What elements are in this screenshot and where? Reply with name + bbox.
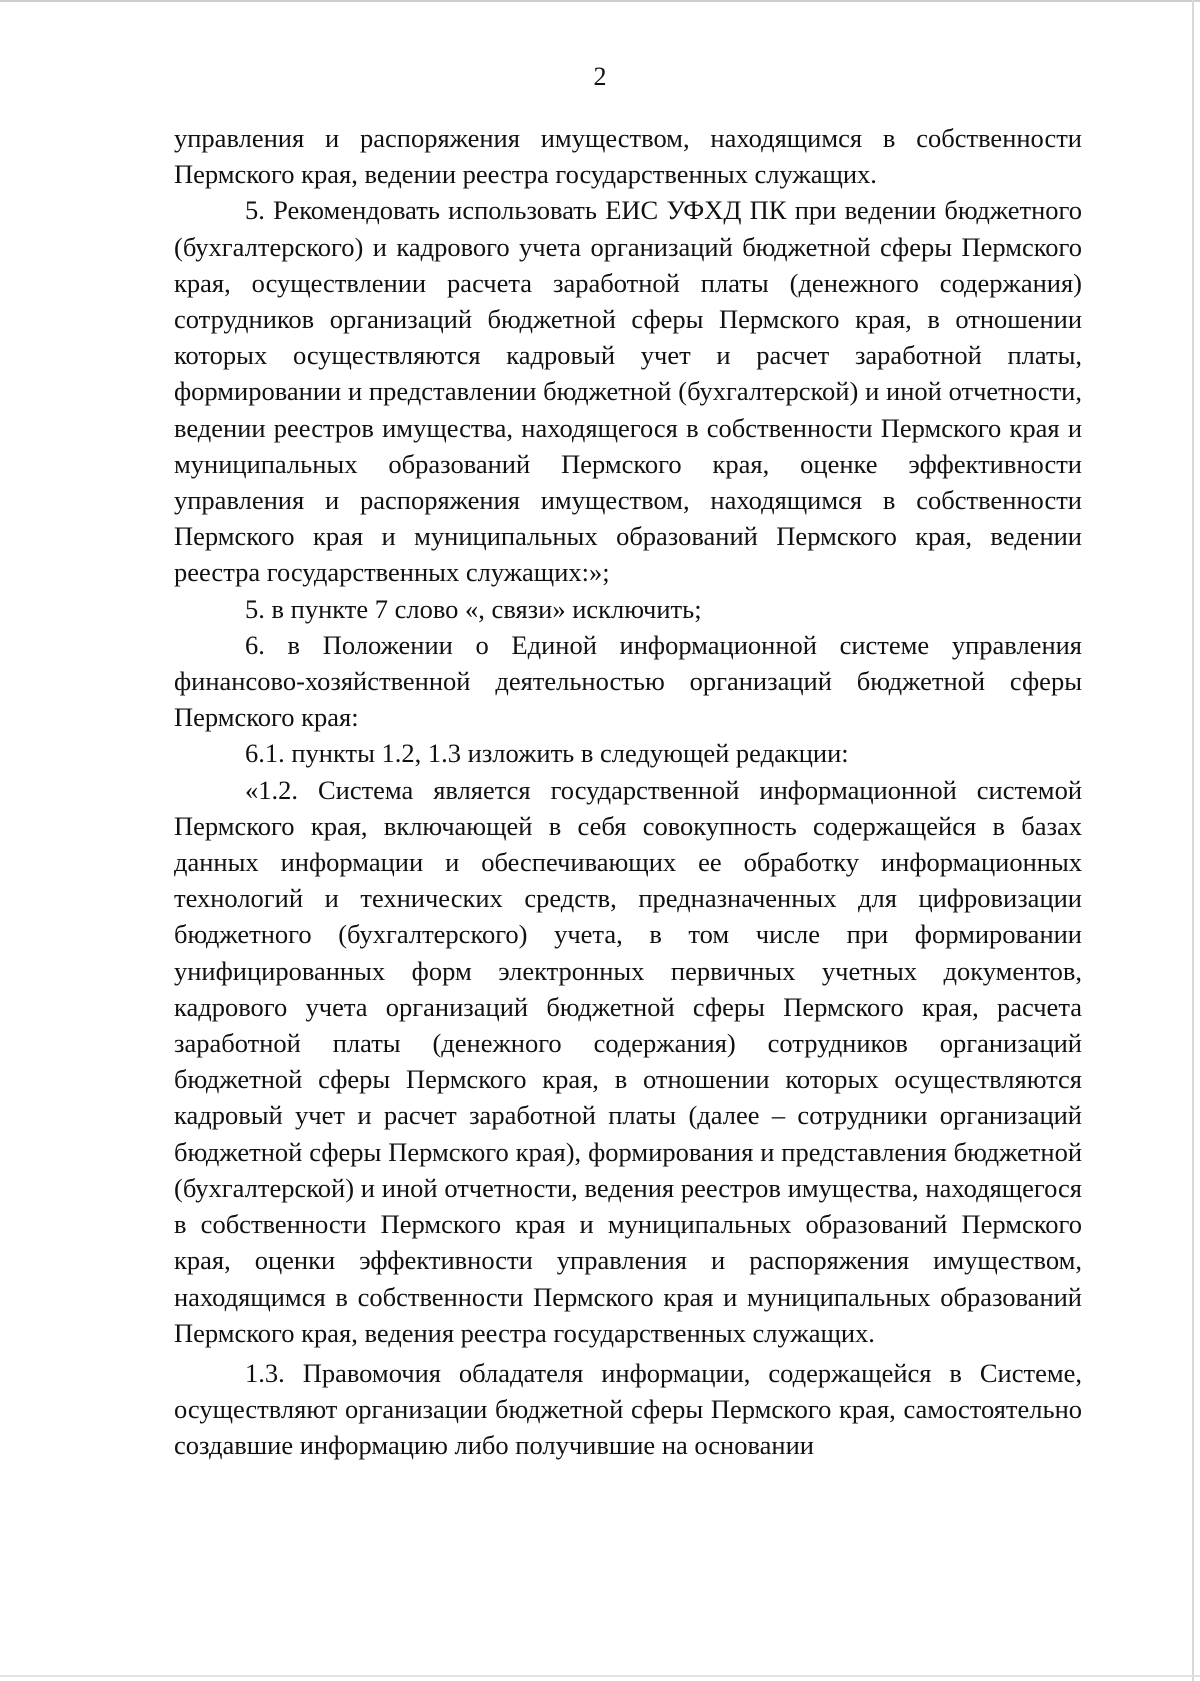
paragraph-amendment-6-1: 6.1. пункты 1.2, 1.3 изложить в следующей редакции: (245, 738, 849, 769)
paragraph-continuation: управления и распоряжения имуществом, находящимся в собственности Пермского края, ведении реестра государственных служащих. (174, 123, 1082, 190)
scan-edge-right (1192, 0, 1194, 1681)
page-number: 2 (593, 62, 607, 91)
scan-edge-top (0, 0, 1200, 2)
paragraph-amendment-5: 5. в пункте 7 слово «, связи» исключить; (245, 593, 702, 624)
paragraph-amendment-6: 6. в Положении о Единой информационной системе управления финансово-хозяйственной деятельностью организаций бюджетной сферы Пермского края: (174, 629, 1082, 733)
paragraph-clause-1-3: 1.3. Правомочия обладателя информации, содержащейся в Системе, осуществляют организации бюджетной сферы Пермского края, самостоятельно создавшие информацию либо получившие на основании (174, 1357, 1082, 1461)
scan-edge-bottom (0, 1675, 1200, 1677)
paragraph-clause-1-2: «1.2. Система является государственной информационной системой Пермского края, включающей в себя совокупность содержащейся в базах данных информации и обеспечивающих ее обработку информационных технологий и технических средств, предназначенных для цифровизации бюджетного (бухгалтерского) учета, в том числе при формировании унифицированных форм электронных первичных учетных документов, кадрового учета организаций бюджетной сферы Пермского края, расчета заработной платы (денежного содержания) сотрудников организаций бюджетной сферы Пермского края, в отношении которых осуществляются кадровый учет и расчет заработной платы (далее – сотрудники организаций бюджетной сферы Пермского края), формирования и представления бюджетной (бухгалтерской) и иной отчетности, ведения реестров имущества, находящегося в собственности Пермского края и муниципальных образований Пермского края, оценки эффективности управления и распоряжения имуществом, находящимся в собственности Пермского края и муниципальных образований Пермского края, ведения реестра государственных служащих. (174, 774, 1082, 1348)
document-body (174, 120, 1082, 1464)
paragraph-item-5-recommend: 5. Рекомендовать использовать ЕИС УФХД ПК при ведении бюджетного (бухгалтерского) и кадрового учета организаций бюджетной сферы Пермского края, осуществлении расчета заработной платы (денежного содержания) сотрудников организаций бюджетной сферы Пермского края, в отношении которых осуществляются кадровый учет и расчет заработной платы, формировании и представлении бюджетной (бухгалтерской) и иной отчетности, ведении реестров имущества, находящегося в собственности Пермского края и муниципальных образований Пермского края, оценке эффективности управления и распоряжения имуществом, находящимся в собственности Пермского края и муниципальных образований Пермского края, ведении реестра государственных служащих:»; (174, 195, 1082, 588)
